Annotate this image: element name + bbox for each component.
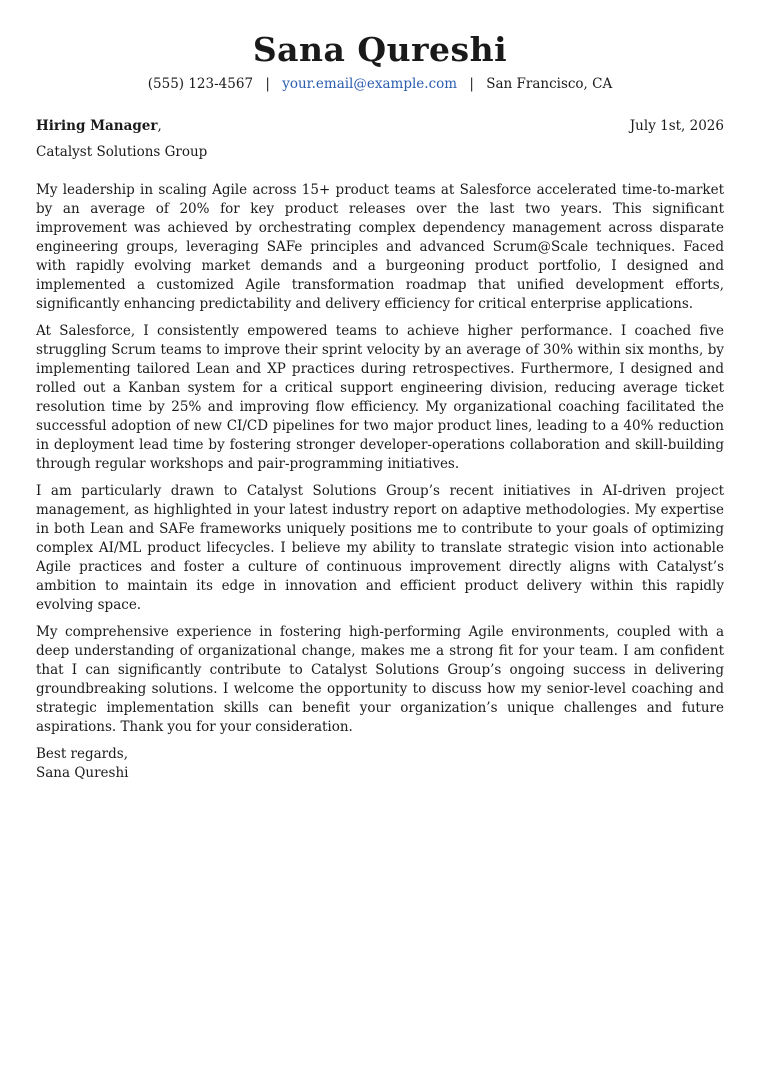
letter-date: July 1st, 2026: [629, 118, 724, 134]
contact-separator: |: [265, 76, 270, 92]
valediction: Best regards,: [36, 746, 129, 762]
signature-name: Sana Qureshi: [36, 765, 129, 781]
body-paragraph: My comprehensive experience in fostering high-performing Agile environments, coupled with a deep understanding of organizational change, makes me a strong fit for your team. I am confident that I can significantly contribute to Catalyst Solutions Group’s ongoing success in delivering groundbreaking solutions. I welcome the opportunity to discuss how my senior-level coaching and strategic implementation skills can benefit your organization’s unique challenges and future aspirations. Thank you for your consideration.: [36, 624, 724, 735]
applicant-name: Sana Qureshi: [252, 30, 508, 69]
letter-body: [36, 181, 724, 737]
recipient-company: Catalyst Solutions Group: [36, 144, 208, 160]
body-paragraph: I am particularly drawn to Catalyst Solutions Group’s recent initiatives in AI-driven project management, as highlighted in your latest industry report on adaptive methodologies. My expertise in both Lean and SAFe frameworks uniquely positions me to contribute to your goals of optimizing complex AI/ML product lifecycles. I believe my ability to translate strategic vision into actionable Agile practices and foster a culture of continuous improvement directly aligns with Catalyst’s ambition to maintain its edge in innovation and efficient product delivery within this rapidly evolving space.: [36, 483, 724, 613]
contact-line: [36, 74, 724, 94]
body-paragraph: At Salesforce, I consistently empowered teams to achieve higher performance. I coached five struggling Scrum teams to improve their sprint velocity by an average of 30% within six months, by implementing tailored Lean and XP practices during retrospectives. Furthermore, I designed and rolled out a Kanban system for a critical support engineering division, reducing average ticket resolution time by 25% and improving flow efficiency. My organizational coaching facilitated the successful adoption of new CI/CD pipelines for two major product lines, leading to a 40% reduction in deployment lead time by fostering stronger developer-operations collaboration and skill-building through regular workshops and pair-programming initiatives.: [36, 323, 724, 472]
contact-separator: |: [469, 76, 474, 92]
letter-closing: [36, 745, 724, 783]
recipient-title: [36, 116, 162, 136]
recipient-title-text: Hiring Manager: [36, 118, 158, 134]
phone-number: (555) 123-4567: [147, 76, 254, 92]
body-paragraph: My leadership in scaling Agile across 15+ product teams at Salesforce accelerated time-to-market by an average of 20% for key product releases over the last two years. This significant improvement was achieved by orchestrating complex dependency management across disparate engineering groups, leveraging SAFe principles and advanced Scrum@Scale techniques. Faced with rapidly evolving market demands and a burgeoning product portfolio, I designed and implemented a customized Agile transformation roadmap that unified development efforts, significantly enhancing predictability and delivery efficiency for critical enterprise applications.: [36, 182, 724, 312]
recipient-title-comma: ,: [157, 118, 162, 134]
recipient-row: [36, 116, 724, 136]
email-link[interactable]: your.email@example.com: [282, 76, 458, 92]
location: San Francisco, CA: [486, 76, 613, 92]
